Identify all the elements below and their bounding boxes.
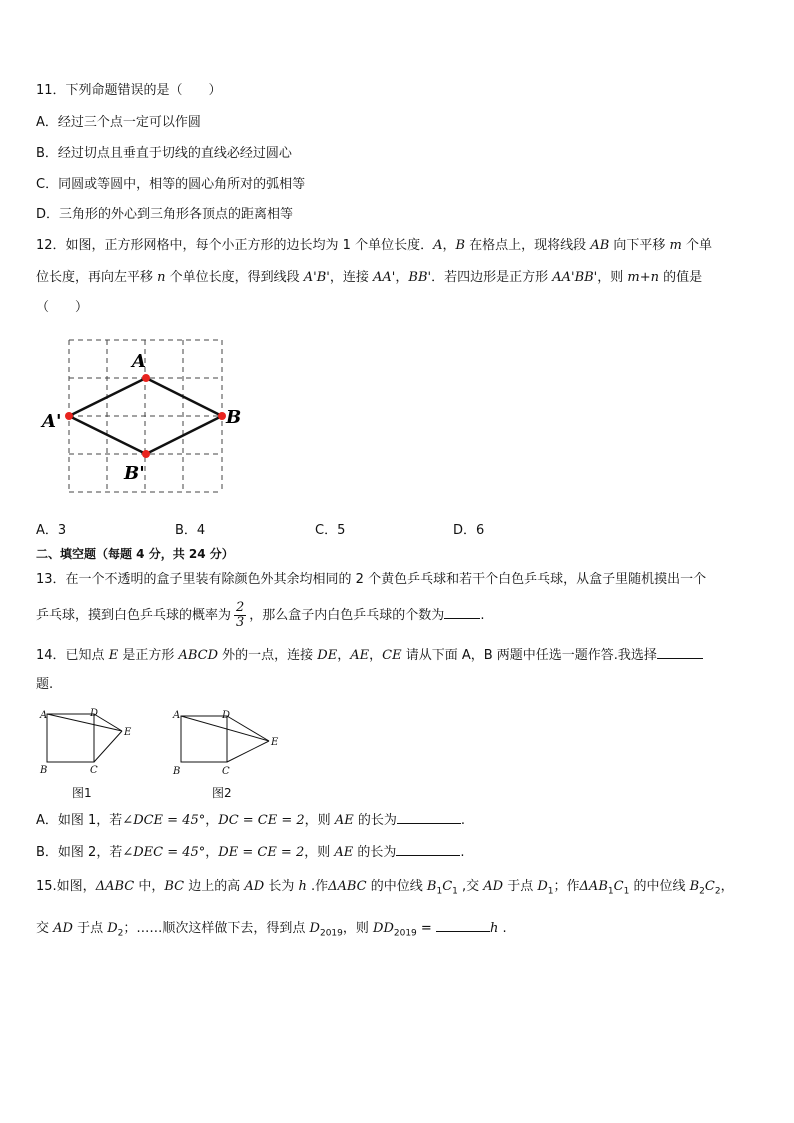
label-a-prime: A' bbox=[42, 411, 62, 432]
q13-probability-fraction: $\frac{2}{3}$ bbox=[236, 600, 245, 630]
q11-stem: 11．下列命题错误的是（ ） bbox=[36, 83, 222, 98]
section-2-heading: 二、填空题（每题 4 分，共 24 分） bbox=[36, 547, 234, 561]
q14a-answer-blank[interactable] bbox=[397, 809, 461, 824]
q14-line2: 题. bbox=[36, 677, 54, 692]
fig1-label-b: B bbox=[40, 765, 48, 776]
q14-figure-1 bbox=[38, 706, 138, 778]
fig2-label-c: C bbox=[222, 766, 230, 777]
q11-option-a: A．经过三个点一定可以作圆 bbox=[36, 115, 201, 130]
fig1-label-d: D bbox=[90, 708, 99, 719]
fig2-label-b: B bbox=[173, 766, 181, 777]
q14b-answer-blank[interactable] bbox=[396, 841, 460, 856]
fig2-label-e: E bbox=[271, 737, 279, 748]
q12-line2: 位长度，再向左平移 n 个单位长度，得到线段 A'B'，连接 AA'，BB'．若四边形是正方形 AA'BB'，则 m+n 的值是 bbox=[36, 270, 703, 285]
q12-option-a: A．3 bbox=[36, 523, 67, 538]
fig2-label-d: D bbox=[222, 710, 231, 721]
q14-figure-2 bbox=[170, 706, 285, 778]
point-a bbox=[142, 374, 150, 382]
q15-answer-blank[interactable] bbox=[436, 917, 490, 932]
q12-option-d: D．6 bbox=[453, 523, 485, 538]
fig1-label-e: E bbox=[124, 727, 132, 738]
q12-line3: （ ） bbox=[36, 300, 89, 315]
label-b: B bbox=[226, 407, 242, 428]
q15-line1: 15.如图，ΔABC 中，BC 边上的高 AD 长为 h .作ΔABC 的中位线 $B_1C_1$ ,交 AD 于点 $D_1$；作$\Delta AB_1C_1$ 的中位线 $B_2C_2$， bbox=[36, 879, 734, 897]
fig1-label-a: A bbox=[40, 710, 48, 721]
point-a-prime bbox=[65, 412, 73, 420]
q12-option-b: B．4 bbox=[175, 523, 206, 538]
q13-line1: 13．在一个不透明的盒子里装有除颜色外其余均相同的 2 个黄色乒乓球和若干个白色乒乓球，从盒子里随机摸出一个 bbox=[36, 572, 707, 587]
point-b-prime bbox=[142, 450, 150, 458]
q11-option-c: C．同圆或等圆中，相等的圆心角所对的弧相等 bbox=[36, 177, 306, 192]
q11-option-b: B．经过切点且垂直于切线的直线必经过圆心 bbox=[36, 146, 292, 161]
q12-line1: 12．如图，正方形网格中，每个小正方形的边长均为 1 个单位长度．A，B 在格点上，现将线段 AB 向下平移 m 个单 bbox=[36, 238, 712, 253]
q13-line2: 乒乓球，摸到白色乒乓球的概率为 $\frac{2}{3}$ ，那么盒子内白色乒乓球的个数为 . bbox=[36, 600, 485, 630]
q11-option-d: D．三角形的外心到三角形各顶点的距离相等 bbox=[36, 207, 294, 222]
q12-option-c: C．5 bbox=[315, 523, 346, 538]
q14-line1: 14．已知点 E 是正方形 ABCD 外的一点，连接 DE，AE，CE 请从下面 A，B 两题中任选一题作答.我选择 bbox=[36, 644, 703, 666]
fig2-label-a: A bbox=[173, 710, 181, 721]
q14-choice-blank[interactable] bbox=[657, 644, 703, 659]
fig1-label-c: C bbox=[90, 765, 98, 776]
q14-figure-1-caption: 图1 bbox=[72, 786, 92, 800]
q13-answer-blank[interactable] bbox=[444, 604, 480, 619]
label-a: A bbox=[132, 351, 146, 372]
q15-line2: 交 AD 于点 $D_2$；……顺次这样做下去，得到点 $D_{2019}$，则 $DD_{2019} = h$ . bbox=[36, 917, 507, 944]
q14-figure-2-caption: 图2 bbox=[212, 786, 232, 800]
label-b-prime: B' bbox=[124, 463, 145, 484]
q14-option-b: B．如图 2，若∠DEC = 45°，DE = CE = 2，则 AE 的长为 . bbox=[36, 841, 465, 863]
point-b bbox=[218, 412, 226, 420]
q12-grid-figure bbox=[40, 335, 250, 500]
q14-option-a: A．如图 1，若∠DCE = 45°，DC = CE = 2，则 AE 的长为 . bbox=[36, 809, 465, 831]
